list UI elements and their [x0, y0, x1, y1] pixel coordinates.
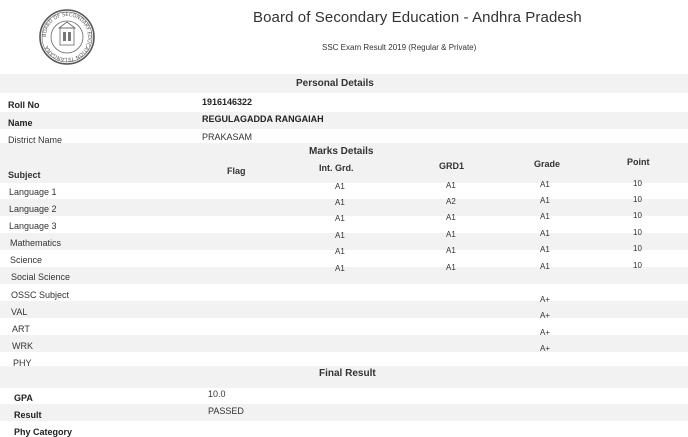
grade-cell: A1 [540, 245, 550, 254]
grade-cell: A1 [540, 180, 550, 189]
result-value: PASSED [208, 406, 244, 416]
svg-text:BOARD OF SECONDARY EDUCATION T: BOARD OF SECONDARY EDUCATION TELANGANA [41, 11, 93, 63]
point-cell: 10 [633, 228, 642, 237]
column-header-subject: Subject [8, 170, 41, 180]
int-grd-cell: A1 [335, 214, 345, 223]
name-label: Name [8, 118, 33, 128]
subject-cell: PHY [13, 358, 32, 368]
row-band [0, 404, 688, 421]
row-band [0, 301, 688, 318]
grd1-cell: A1 [446, 230, 456, 239]
subject-cell: Science [10, 255, 43, 265]
grade-cell: A+ [540, 344, 551, 353]
point-cell: 10 [633, 195, 642, 204]
subject-cell: ART [12, 324, 30, 334]
result-label: Result [14, 410, 42, 420]
column-header-flag: Flag [227, 166, 246, 176]
subject-cell: Language 1 [9, 187, 57, 197]
int-grd-cell: A1 [335, 198, 345, 207]
subject-cell: Language 3 [9, 221, 57, 231]
grd1-cell: A1 [446, 246, 456, 255]
gpa-label: GPA [14, 393, 33, 403]
column-header-grd1: GRD1 [439, 161, 465, 171]
roll-no-value: 1916146322 [202, 97, 253, 107]
grade-cell: A1 [540, 262, 550, 271]
grd1-cell: A1 [446, 181, 456, 190]
grd1-cell: A1 [446, 213, 456, 222]
row-band [0, 335, 688, 352]
column-header-int-grd: Int. Grd. [319, 163, 354, 173]
point-cell: 10 [633, 244, 642, 253]
subject-cell: Mathematics [10, 238, 62, 248]
name-value: REGULAGADDA RANGAIAH [202, 114, 324, 124]
point-cell: 10 [633, 261, 642, 270]
gpa-value: 10.0 [208, 389, 226, 399]
int-grd-cell: A1 [335, 182, 345, 191]
marks-details-heading: Marks Details [309, 146, 374, 157]
column-header-point: Point [627, 157, 650, 167]
subject-cell: VAL [11, 307, 28, 317]
personal-details-heading: Personal Details [296, 78, 374, 89]
int-grd-cell: A1 [335, 264, 345, 273]
roll-no-label: Roll No [8, 100, 40, 110]
subject-cell: Social Science [11, 272, 71, 282]
phy-category-label: Phy Category [14, 427, 73, 437]
board-seal-logo [38, 8, 96, 66]
grd1-cell: A1 [446, 263, 456, 272]
point-cell: 10 [633, 179, 642, 188]
page-title: Board of Secondary Education - Andhra Pradesh [253, 9, 582, 26]
point-cell: 10 [633, 211, 642, 220]
subject-cell: WRK [12, 341, 33, 351]
int-grd-cell: A1 [335, 231, 345, 240]
subject-cell: Language 2 [9, 204, 57, 214]
grade-cell: A+ [540, 295, 551, 304]
grd1-cell: A2 [446, 197, 456, 206]
column-header-grade: Grade [534, 159, 561, 169]
grade-cell: A+ [540, 328, 551, 337]
district-label: District Name [8, 135, 63, 145]
final-result-heading: Final Result [319, 368, 376, 379]
district-value: PRAKASAM [202, 132, 253, 142]
int-grd-cell: A1 [335, 247, 345, 256]
subject-cell: OSSC Subject [11, 290, 70, 300]
grade-cell: A1 [540, 196, 550, 205]
grade-cell: A+ [540, 311, 551, 320]
grade-cell: A1 [540, 229, 550, 238]
row-band [0, 112, 688, 129]
grade-cell: A1 [540, 212, 550, 221]
page-subtitle: SSC Exam Result 2019 (Regular & Private) [322, 43, 477, 52]
